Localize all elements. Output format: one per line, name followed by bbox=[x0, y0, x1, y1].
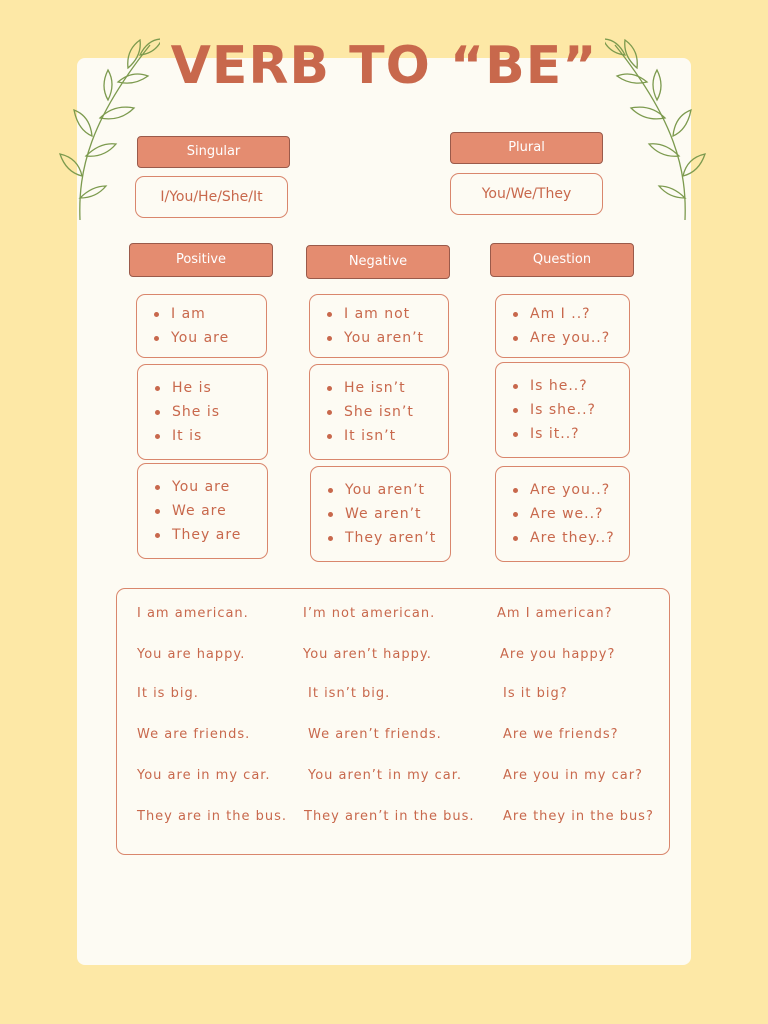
question-header: Question bbox=[490, 243, 634, 277]
example-question: Are we friends? bbox=[503, 727, 619, 742]
list-item: Is it..? bbox=[496, 422, 629, 446]
list-item: I am bbox=[137, 302, 266, 326]
list-item: They aren’t bbox=[311, 526, 450, 550]
example-question: Is it big? bbox=[503, 686, 568, 701]
list-item: Are they..? bbox=[496, 526, 629, 550]
example-question: Are they in the bus? bbox=[503, 809, 654, 824]
positive-group-3 bbox=[137, 463, 268, 559]
positive-group-1 bbox=[136, 294, 267, 358]
list-item: Am I ..? bbox=[496, 302, 629, 326]
example-negative: You aren’t happy. bbox=[303, 647, 432, 662]
negative-group-2 bbox=[309, 364, 449, 460]
example-positive: I am american. bbox=[137, 606, 249, 621]
list-item: Are you..? bbox=[496, 478, 629, 502]
list-item: You aren’t bbox=[310, 326, 448, 350]
question-group-3 bbox=[495, 466, 630, 562]
example-positive: You are happy. bbox=[137, 647, 246, 662]
example-question: Are you in my car? bbox=[503, 768, 643, 783]
negative-header: Negative bbox=[306, 245, 450, 279]
list-item: She is bbox=[138, 400, 267, 424]
question-group-1 bbox=[495, 294, 630, 358]
positive-header: Positive bbox=[129, 243, 273, 277]
singular-pronouns: I/You/He/She/It bbox=[135, 176, 288, 218]
list-item: We aren’t bbox=[311, 502, 450, 526]
list-item: He isn’t bbox=[310, 376, 448, 400]
singular-header: Singular bbox=[137, 136, 290, 168]
examples-box bbox=[116, 588, 670, 855]
positive-group-2 bbox=[137, 364, 268, 460]
page-title: VERB TO “BE” bbox=[170, 36, 598, 96]
list-item: We are bbox=[138, 499, 267, 523]
example-positive: You are in my car. bbox=[137, 768, 271, 783]
list-item: It isn’t bbox=[310, 424, 448, 448]
list-item: Is she..? bbox=[496, 398, 629, 422]
list-item: He is bbox=[138, 376, 267, 400]
list-item: You are bbox=[138, 475, 267, 499]
example-negative: They aren’t in the bus. bbox=[304, 809, 475, 824]
example-negative: I’m not american. bbox=[303, 606, 436, 621]
list-item: You are bbox=[137, 326, 266, 350]
plural-pronouns: You/We/They bbox=[450, 173, 603, 215]
example-positive: We are friends. bbox=[137, 727, 251, 742]
list-item: Is he..? bbox=[496, 374, 629, 398]
negative-group-1 bbox=[309, 294, 449, 358]
list-item: It is bbox=[138, 424, 267, 448]
list-item: They are bbox=[138, 523, 267, 547]
plural-header: Plural bbox=[450, 132, 603, 164]
list-item: She isn’t bbox=[310, 400, 448, 424]
question-group-2 bbox=[495, 362, 630, 458]
list-item: Are we..? bbox=[496, 502, 629, 526]
example-negative: We aren’t friends. bbox=[308, 727, 442, 742]
example-negative: You aren’t in my car. bbox=[308, 768, 463, 783]
negative-group-3 bbox=[310, 466, 451, 562]
example-question: Are you happy? bbox=[500, 647, 616, 662]
list-item: Are you..? bbox=[496, 326, 629, 350]
example-positive: It is big. bbox=[137, 686, 199, 701]
example-question: Am I american? bbox=[497, 606, 613, 621]
example-positive: They are in the bus. bbox=[137, 809, 288, 824]
list-item: You aren’t bbox=[311, 478, 450, 502]
example-negative: It isn’t big. bbox=[308, 686, 391, 701]
list-item: I am not bbox=[310, 302, 448, 326]
